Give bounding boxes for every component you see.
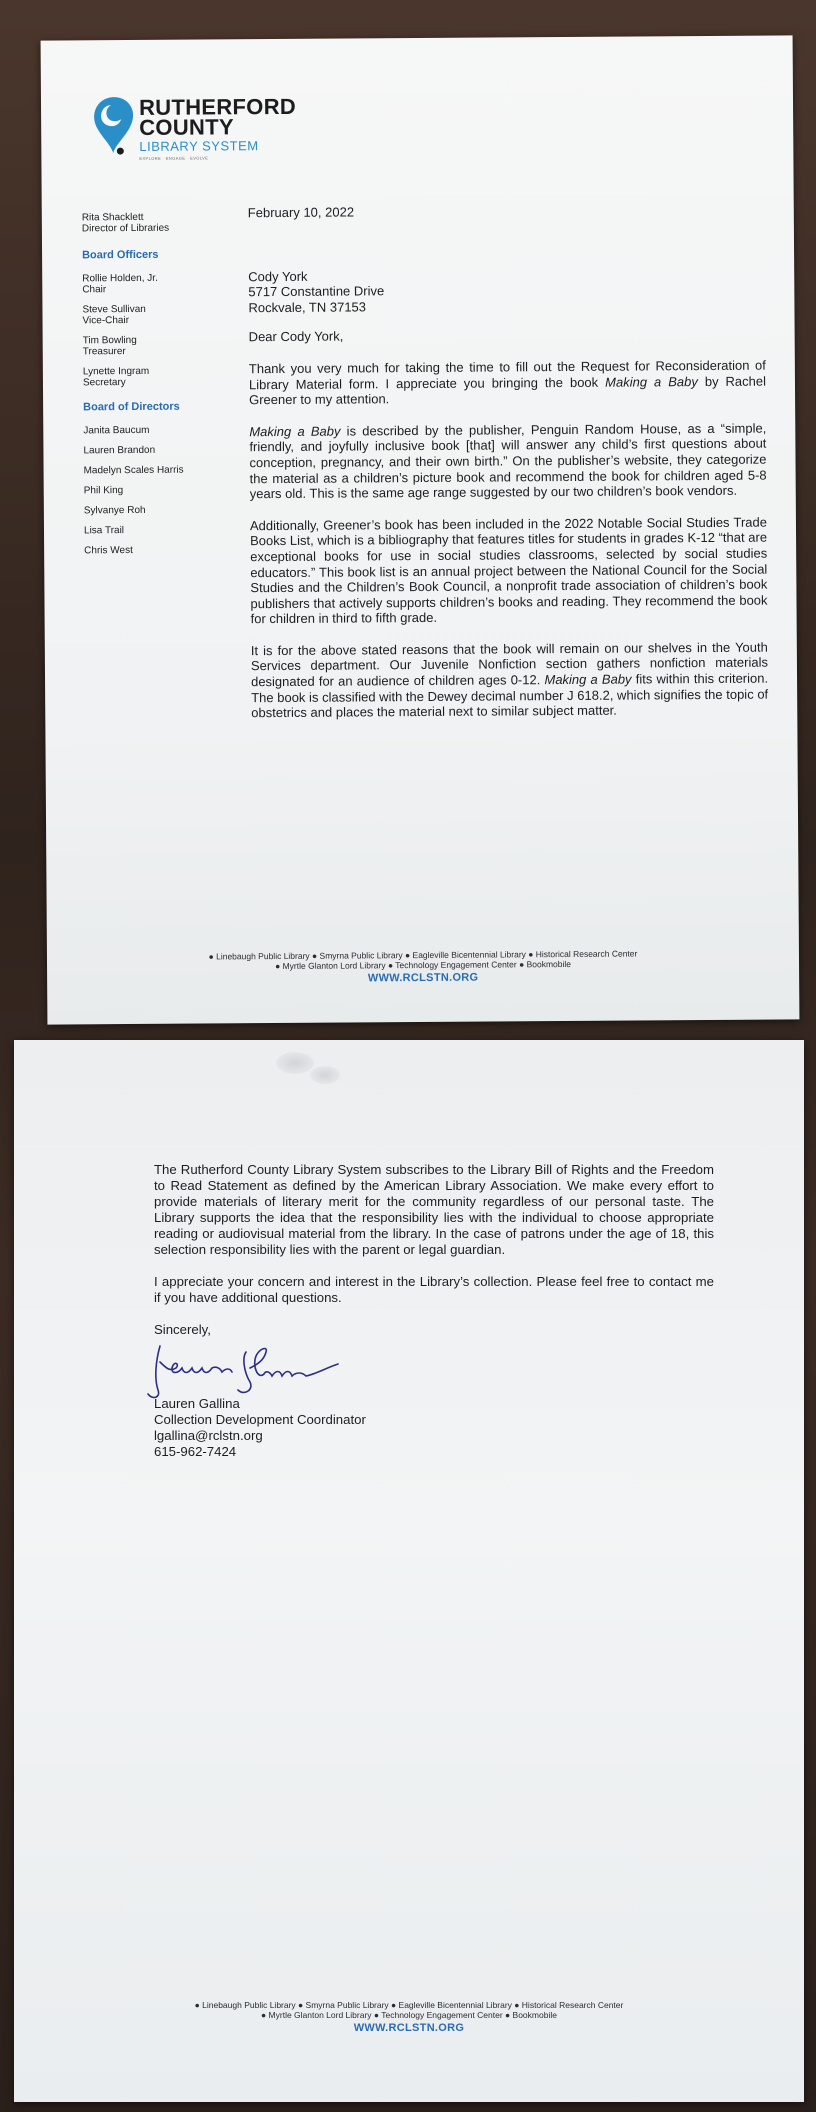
- footer-branches-line-2: ● Myrtle Glanton Lord Library ● Technology Engagement Center ● Bookmobile: [261, 2010, 557, 2020]
- salutation: Dear Cody York,: [248, 328, 344, 345]
- signer-block: [154, 1396, 714, 1460]
- officer-entry: [83, 366, 203, 389]
- library-logo: [91, 94, 322, 206]
- paragraph-3: Additionally, Greener’s book has been included in the 2022 Notable Social Studies Trade Books List, which is a bibliography that features titles for students in grades K-12 “that are exceptional books for use in social studies classrooms, selected by social studies educators.” This book list is an annual project between the National Council for the Social Studies and the Children’s Book Council, a nonprofit trade association of children’s book publishers that actively supports children’s books and reading. They recommend the book for children in third to fifth grade.: [249, 514, 768, 627]
- book-title: Making a Baby: [544, 671, 632, 688]
- footer-branches-line-2: ● Myrtle Glanton Lord Library ● Technology Engagement Center ● Bookmobile: [275, 958, 572, 972]
- officer-role: Chair: [82, 284, 107, 296]
- officer-role: Secretary: [82, 377, 126, 389]
- director-member: Phil King: [83, 485, 124, 497]
- handwritten-signature: [154, 1338, 364, 1396]
- signer-email[interactable]: lgallina@rclstn.org: [154, 1428, 263, 1443]
- paragraph-4: [251, 639, 769, 721]
- letterhead-sidebar: [82, 212, 204, 566]
- letter-page-2: [14, 1040, 804, 2102]
- paragraph-2: [249, 420, 767, 502]
- director-member: Janita Baucum: [83, 424, 150, 437]
- director-member: Sylvanye Roh: [83, 504, 146, 517]
- officer-name: Lynette Ingram: [82, 365, 150, 378]
- letter-date: February 10, 2022: [247, 204, 355, 221]
- p1-text-end: by Rachel Greener to my attention.: [249, 373, 767, 408]
- director-member: Chris West: [84, 545, 133, 557]
- director-role: Director of Libraries: [81, 222, 170, 235]
- officer-entry: [82, 304, 202, 327]
- book-title: Making a Baby: [605, 373, 698, 390]
- footer-website-link[interactable]: WWW.RCLSTN.ORG: [367, 971, 479, 985]
- signer-name: Lauren Gallina: [154, 1396, 240, 1411]
- officer-name: Rollie Holden, Jr.: [82, 272, 158, 285]
- signer-phone: 615-962-7424: [154, 1444, 237, 1459]
- logo-text-rutherford: RUTHERFORD: [138, 93, 297, 120]
- logo-text-library-system: LIBRARY SYSTEM: [139, 138, 259, 154]
- footer-branches-line-1: ● Linebaugh Public Library ● Smyrna Public Library ● Eagleville Bicentennial Library ● Historical Research Center: [194, 2000, 624, 2010]
- director-name: Rita Shacklett: [81, 211, 144, 224]
- paragraph-6: I appreciate your concern and interest in the Library’s collection. Please feel free to contact me if you have additional questions.: [154, 1274, 714, 1305]
- officer-entry: [82, 273, 202, 296]
- signer-title: Collection Development Coordinator: [154, 1412, 366, 1427]
- p4-text: It is for the above stated reasons that the book will remain on our shelves in the Youth Services department. Our Juvenile Nonfiction section gathers nonfiction materials designated for an audience of children ages 0-12.: [250, 639, 768, 690]
- officer-role: Treasurer: [82, 346, 126, 358]
- p4-text-end: fits within this criterion. The book is classified with the Dewey decimal number J 618.2, which signifies the topic of obstetrics and places the material next to similar subject matter.: [251, 670, 769, 721]
- paper-crease-mark: [276, 1052, 314, 1074]
- p1-text: Thank you very much for taking the time to fill out the Request for Reconsideration of Library Material form. I appreciate you bringing the book: [248, 357, 766, 392]
- letter-page-1: [41, 35, 800, 1024]
- logo-text-county: COUNTY: [139, 114, 234, 140]
- officer-name: Steve Sullivan: [82, 303, 146, 316]
- page-footer: [47, 947, 799, 986]
- p2-text: is described by the publisher, Penguin Random House, as a “simple, friendly, and joyfully inclusive book [that] will answer any child’s first questions about conception, pregnancy, and their own birth.” On the publisher’s website, they categorize the material as a children’s picture book and recommend the book for children aged 5-8 years old. This is the same age range suggested by our two children’s book vendors.: [249, 420, 767, 502]
- paragraph-5: The Rutherford County Library System subscribes to the Library Bill of Rights and the Freedom to Read Statement as defined by the American Library Association. We make every effort to provide materials of literary merit for the community regardless of our personal taste. The Library supports the idea that the responsibility lies with the individual to choose appropriate reading or audiovisual material from the library. In the case of patrons under the age of 18, this selection responsibility lies with the parent or legal guardian.: [154, 1162, 714, 1257]
- officer-name: Tim Bowling: [82, 334, 137, 347]
- letter-body-continued: [154, 1162, 714, 1460]
- board-officers-heading: Board Officers: [82, 248, 159, 262]
- recipient-address: [248, 265, 765, 315]
- board-directors-heading: Board of Directors: [83, 400, 180, 414]
- signature-drawing: [146, 1338, 366, 1402]
- recipient-street: 5717 Constantine Drive: [248, 283, 385, 300]
- director-entry: [82, 212, 202, 235]
- footer-website-link[interactable]: WWW.RCLSTN.ORG: [353, 2022, 465, 2034]
- director-member: Lauren Brandon: [83, 444, 156, 457]
- closing: Sincerely,: [154, 1322, 211, 1337]
- paper-crease-mark: [310, 1066, 340, 1084]
- logo-tagline: EXPLORE · ENGAGE · EVOLVE: [139, 155, 209, 161]
- paragraph-1: [249, 358, 766, 408]
- library-pin-icon: [91, 95, 137, 157]
- book-title: Making a Baby: [249, 423, 341, 439]
- director-member: Lisa Trail: [83, 525, 125, 537]
- officer-role: Vice-Chair: [82, 315, 130, 327]
- page-footer: [14, 2000, 804, 2034]
- director-member: Madelyn Scales Harris: [83, 464, 184, 477]
- footer-branches-line-1: ● Linebaugh Public Library ● Smyrna Public Library ● Eagleville Bicentennial Library ● Historical Research Center: [208, 948, 638, 962]
- letter-body: [248, 202, 769, 737]
- recipient-city: Rockvale, TN 37153: [248, 299, 367, 315]
- officer-entry: [83, 335, 203, 358]
- recipient-name: Cody York: [248, 268, 308, 284]
